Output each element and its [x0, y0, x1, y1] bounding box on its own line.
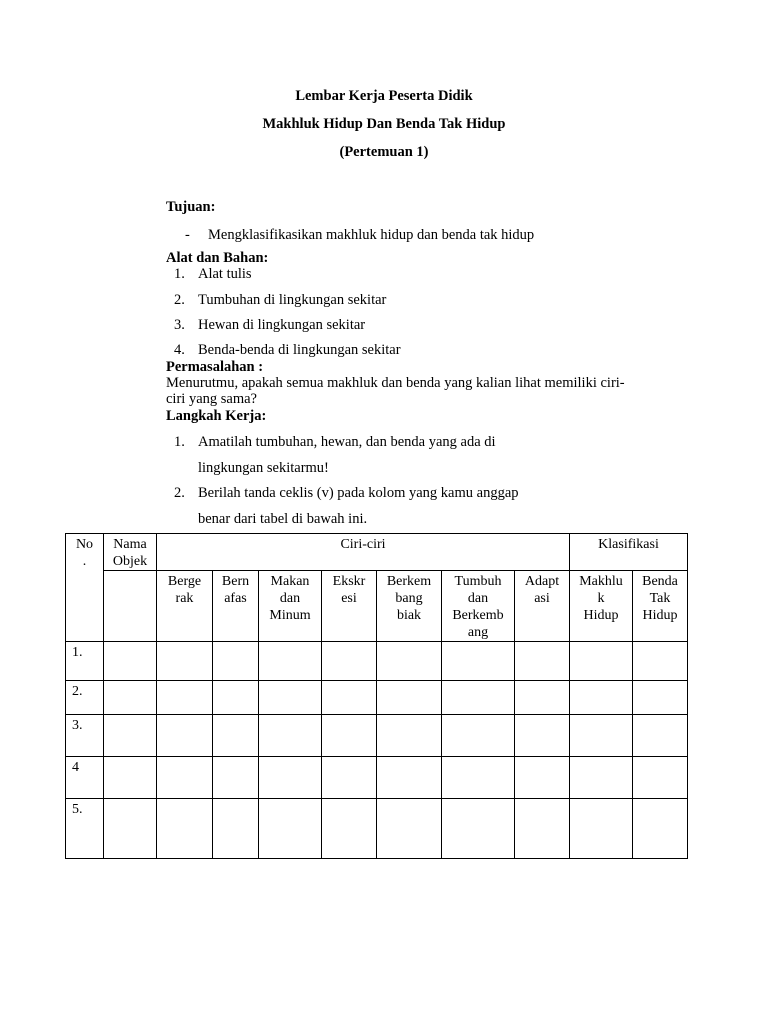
meeting-label: (Pertemuan 1) [339, 144, 429, 160]
header-no: No . [66, 534, 104, 642]
cell-checkbox[interactable] [157, 799, 213, 859]
cell-checkbox[interactable] [570, 799, 633, 859]
cell-checkbox[interactable] [259, 757, 322, 799]
cell-checkbox[interactable] [442, 715, 515, 757]
alat-item-text: Alat tulis [198, 266, 252, 282]
cell-checkbox[interactable] [377, 757, 442, 799]
table-row [66, 799, 688, 859]
cell-nama-objek[interactable] [104, 681, 157, 715]
header-nama-objek-blank [104, 571, 157, 642]
cell-checkbox[interactable] [633, 642, 688, 681]
row-number: 3. [66, 715, 104, 757]
header-makhluk-hidup: Makhlu k Hidup [570, 571, 633, 642]
cell-checkbox[interactable] [213, 681, 259, 715]
cell-checkbox[interactable] [157, 715, 213, 757]
alat-item-num: 4. [174, 342, 185, 358]
cell-checkbox[interactable] [157, 681, 213, 715]
cell-checkbox[interactable] [213, 757, 259, 799]
langkah-heading: Langkah Kerja: [166, 408, 267, 424]
alat-item-num: 1. [174, 266, 185, 282]
cell-checkbox[interactable] [213, 642, 259, 681]
cell-checkbox[interactable] [157, 642, 213, 681]
row-number: 2. [66, 681, 104, 715]
permasalahan-heading: Permasalahan : [166, 359, 264, 375]
cell-nama-objek[interactable] [104, 799, 157, 859]
row-number: 1. [66, 642, 104, 681]
document-subtitle: Makhluk Hidup Dan Benda Tak Hidup [262, 116, 506, 132]
tujuan-bullet: - [185, 227, 190, 243]
worksheet-table [65, 533, 688, 859]
cell-checkbox[interactable] [377, 715, 442, 757]
cell-checkbox[interactable] [515, 715, 570, 757]
header-makan-minum: Makan dan Minum [259, 571, 322, 642]
alat-item-text: Benda-benda di lingkungan sekitar [198, 342, 401, 358]
row-number: 4 [66, 757, 104, 799]
langkah-item-num: 1. [174, 434, 185, 450]
cell-checkbox[interactable] [259, 799, 322, 859]
cell-checkbox[interactable] [259, 642, 322, 681]
header-nama-objek: Nama Objek [104, 534, 157, 571]
cell-checkbox[interactable] [322, 757, 377, 799]
alat-item-num: 3. [174, 317, 185, 333]
permasalahan-text-line: ciri yang sama? [166, 391, 257, 407]
cell-checkbox[interactable] [515, 799, 570, 859]
table-row [66, 642, 688, 681]
cell-checkbox[interactable] [322, 799, 377, 859]
header-benda-tak-hidup: Benda Tak Hidup [633, 571, 688, 642]
cell-nama-objek[interactable] [104, 642, 157, 681]
cell-checkbox[interactable] [213, 715, 259, 757]
langkah-item-num: 2. [174, 485, 185, 501]
header-tumbuh-berkembang: Tumbuh dan Berkemb ang [442, 571, 515, 642]
table-row [66, 757, 688, 799]
cell-checkbox[interactable] [515, 681, 570, 715]
row-number: 5. [66, 799, 104, 859]
header-bernafas: Bern afas [213, 571, 259, 642]
cell-checkbox[interactable] [633, 757, 688, 799]
table-subheader-row [66, 571, 688, 642]
cell-checkbox[interactable] [442, 799, 515, 859]
cell-checkbox[interactable] [377, 681, 442, 715]
cell-checkbox[interactable] [442, 757, 515, 799]
langkah-item-line: Berilah tanda ceklis (v) pada kolom yang kamu anggap [198, 485, 519, 501]
cell-checkbox[interactable] [322, 681, 377, 715]
alat-item-text: Hewan di lingkungan sekitar [198, 317, 366, 333]
cell-checkbox[interactable] [259, 715, 322, 757]
cell-checkbox[interactable] [259, 681, 322, 715]
table-row [66, 715, 688, 757]
cell-checkbox[interactable] [515, 757, 570, 799]
cell-checkbox[interactable] [442, 681, 515, 715]
header-adaptasi: Adapt asi [515, 571, 570, 642]
cell-checkbox[interactable] [322, 642, 377, 681]
header-bergerak: Berge rak [157, 571, 213, 642]
cell-nama-objek[interactable] [104, 757, 157, 799]
langkah-item-line: benar dari tabel di bawah ini. [198, 511, 368, 527]
table-row [66, 681, 688, 715]
langkah-item-line: lingkungan sekitarmu! [198, 460, 329, 476]
header-berkembang-biak: Berkem bang biak [377, 571, 442, 642]
alat-bahan-heading: Alat dan Bahan: [166, 250, 269, 266]
cell-checkbox[interactable] [570, 642, 633, 681]
cell-checkbox[interactable] [442, 642, 515, 681]
cell-checkbox[interactable] [322, 715, 377, 757]
cell-checkbox[interactable] [570, 715, 633, 757]
cell-checkbox[interactable] [633, 799, 688, 859]
header-klasifikasi: Klasifikasi [570, 534, 688, 571]
alat-item-num: 2. [174, 292, 185, 308]
cell-checkbox[interactable] [570, 681, 633, 715]
permasalahan-text-line: Menurutmu, apakah semua makhluk dan benda yang kalian lihat memiliki ciri- [166, 375, 625, 391]
cell-checkbox[interactable] [377, 642, 442, 681]
header-ekskresi: Ekskr esi [322, 571, 377, 642]
cell-checkbox[interactable] [633, 715, 688, 757]
cell-checkbox[interactable] [515, 642, 570, 681]
cell-checkbox[interactable] [570, 757, 633, 799]
langkah-item-line: Amatilah tumbuhan, hewan, dan benda yang ada di [198, 434, 496, 450]
alat-item-text: Tumbuhan di lingkungan sekitar [198, 292, 387, 308]
cell-nama-objek[interactable] [104, 715, 157, 757]
cell-checkbox[interactable] [157, 757, 213, 799]
tujuan-heading: Tujuan: [166, 199, 216, 215]
table-header-row [66, 534, 688, 571]
cell-checkbox[interactable] [633, 681, 688, 715]
cell-checkbox[interactable] [213, 799, 259, 859]
header-ciri-ciri: Ciri-ciri [157, 534, 570, 571]
cell-checkbox[interactable] [377, 799, 442, 859]
tujuan-item: Mengklasifikasikan makhluk hidup dan benda tak hidup [208, 227, 535, 243]
document-title: Lembar Kerja Peserta Didik [295, 88, 473, 104]
